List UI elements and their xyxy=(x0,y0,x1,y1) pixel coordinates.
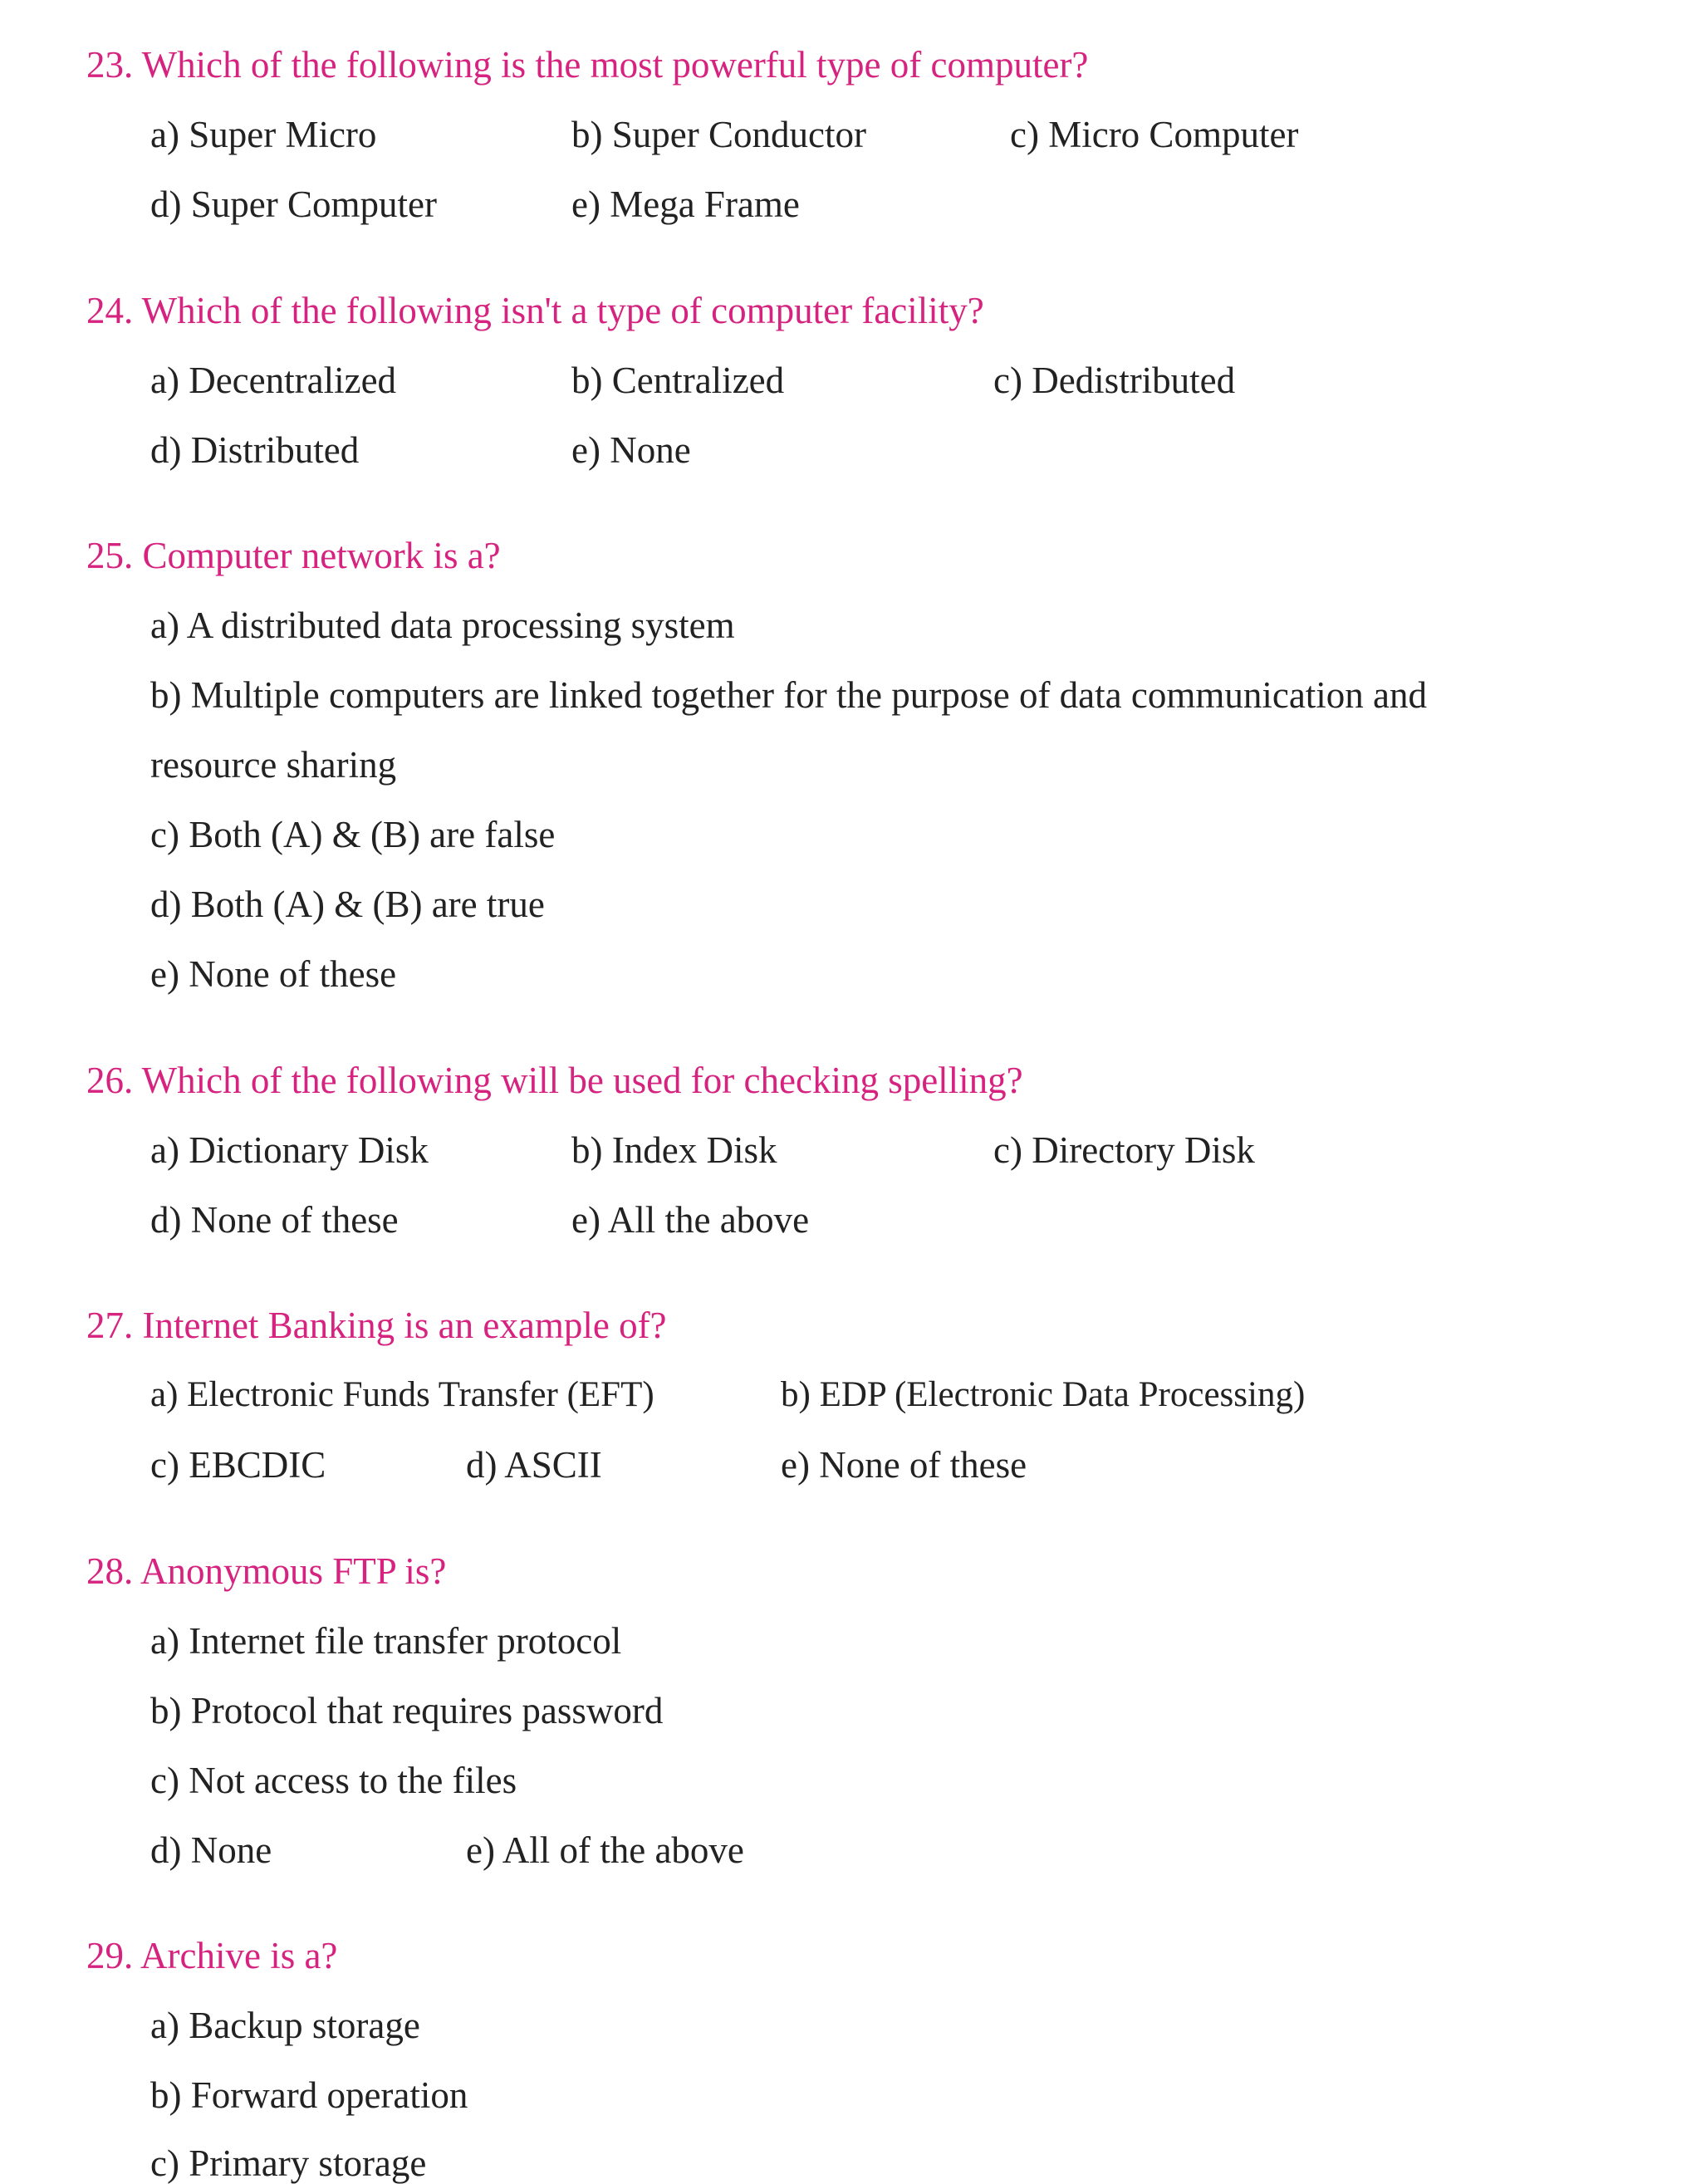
question-26-title: 26. Which of the following will be used for checking spelling? xyxy=(86,1060,1023,1101)
question-28-title: 28. Anonymous FTP is? xyxy=(86,1550,447,1592)
question-27-option-c: c) EBCDIC xyxy=(150,1444,326,1486)
question-26-option-c: c) Directory Disk xyxy=(993,1129,1255,1171)
question-24-option-d: d) Distributed xyxy=(150,429,360,471)
question-23-option-d: d) Super Computer xyxy=(150,184,437,225)
question-23-option-a: a) Super Micro xyxy=(150,114,377,155)
question-27-title: 27. Internet Banking is an example of? xyxy=(86,1305,667,1346)
question-23-option-b: b) Super Conductor xyxy=(571,114,866,155)
question-29-title: 29. Archive is a? xyxy=(86,1935,338,1976)
question-28-option-a: a) Internet file transfer protocol xyxy=(150,1620,622,1662)
question-25-title: 25. Computer network is a? xyxy=(86,535,501,576)
question-24-option-e: e) None xyxy=(571,429,691,471)
question-25-option-c: c) Both (A) & (B) are false xyxy=(150,814,556,855)
question-25-option-d: d) Both (A) & (B) are true xyxy=(150,884,545,925)
question-27-option-b: b) EDP (Electronic Data Processing) xyxy=(781,1375,1306,1414)
question-24-title: 24. Which of the following isn't a type of computer facility? xyxy=(86,290,984,331)
question-25-option-b-line-2: resource sharing xyxy=(150,744,397,786)
question-23-title: 23. Which of the following is the most powerful type of computer? xyxy=(86,44,1089,86)
question-26-option-a: a) Dictionary Disk xyxy=(150,1129,429,1171)
question-28-option-e: e) All of the above xyxy=(466,1829,744,1871)
question-25-option-e: e) None of these xyxy=(150,953,397,995)
question-27-option-e: e) None of these xyxy=(781,1444,1027,1486)
question-29-option-c: c) Primary storage xyxy=(150,2142,427,2184)
question-26-option-b: b) Index Disk xyxy=(571,1129,777,1171)
question-25-option-a: a) A distributed data processing system xyxy=(150,605,735,646)
question-24-option-c: c) Dedistributed xyxy=(993,360,1236,401)
question-27-option-a: a) Electronic Funds Transfer (EFT) xyxy=(150,1375,654,1414)
question-23-option-e: e) Mega Frame xyxy=(571,184,800,225)
question-27-option-d: d) ASCII xyxy=(466,1444,602,1486)
question-25-option-b-line-1: b) Multiple computers are linked together for the purpose of data communication and xyxy=(150,674,1428,716)
question-28-option-d: d) None xyxy=(150,1829,272,1871)
question-26-option-e: e) All the above xyxy=(571,1199,810,1241)
question-24-option-a: a) Decentralized xyxy=(150,360,397,401)
question-24-option-b: b) Centralized xyxy=(571,360,785,401)
question-26-option-d: d) None of these xyxy=(150,1199,399,1241)
question-28-option-b: b) Protocol that requires password xyxy=(150,1690,664,1731)
question-23-option-c: c) Micro Computer xyxy=(1010,114,1299,155)
question-29-option-a: a) Backup storage xyxy=(150,2005,420,2046)
question-28-option-c: c) Not access to the files xyxy=(150,1760,517,1801)
question-29-option-b: b) Forward operation xyxy=(150,2074,468,2116)
